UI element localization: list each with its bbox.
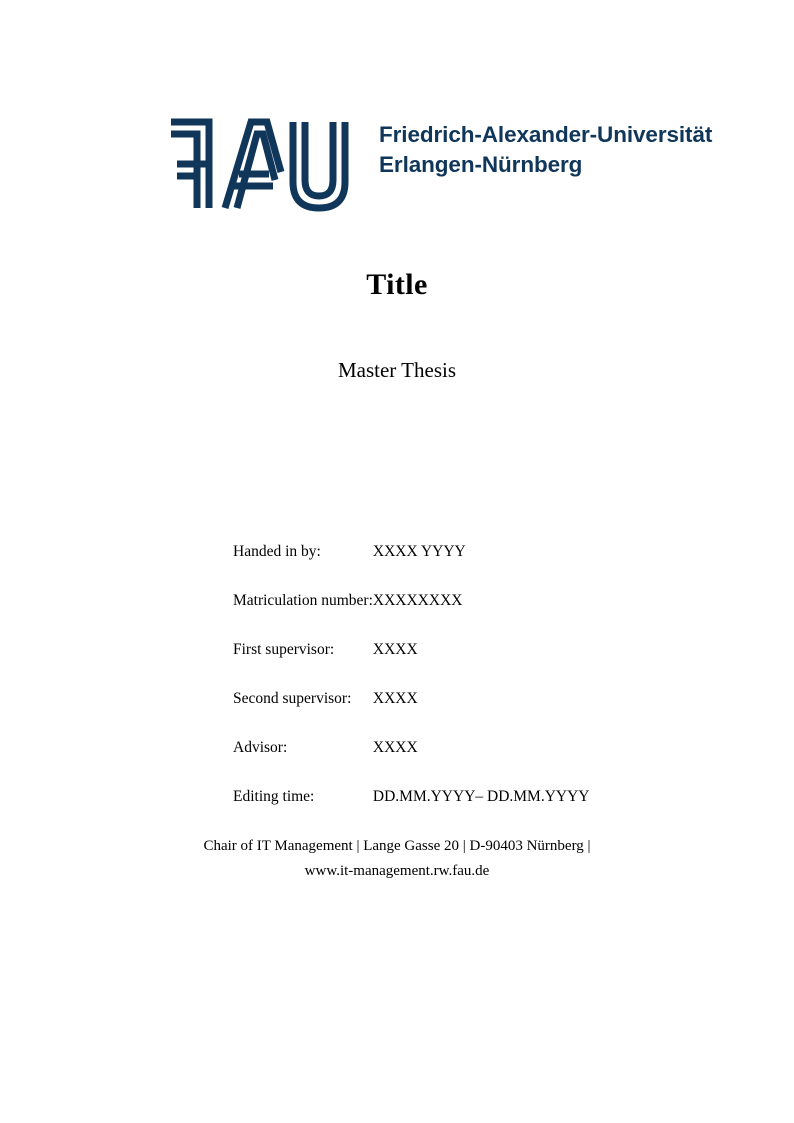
page-title: Title xyxy=(366,268,428,301)
meta-value: DD.MM.YYYY– DD.MM.YYYY xyxy=(372,788,590,805)
meta-value: XXXX YYYY xyxy=(372,543,466,560)
table-row xyxy=(233,641,589,690)
table-row xyxy=(233,739,589,788)
meta-label: First supervisor: xyxy=(233,641,335,658)
table-row xyxy=(233,690,589,739)
fau-logo-icon xyxy=(163,112,363,212)
meta-value: XXXXXXXX xyxy=(372,592,463,609)
university-logo xyxy=(163,112,712,212)
university-wordmark xyxy=(379,112,712,179)
thesis-metadata-table xyxy=(233,543,589,806)
table-row xyxy=(233,592,589,641)
meta-value: XXXX xyxy=(372,739,418,756)
meta-label: Advisor: xyxy=(233,739,288,756)
table-row xyxy=(233,788,589,806)
meta-label: Handed in by: xyxy=(233,543,321,560)
table-row xyxy=(233,543,589,592)
meta-label: Editing time: xyxy=(233,788,315,805)
meta-label: Second supervisor: xyxy=(233,690,352,707)
wordmark-line-2: Erlangen-Nürnberg xyxy=(379,151,583,177)
footer-line-1: Chair of IT Management | Lange Gasse 20 | D-90403 Nürnberg | xyxy=(203,838,591,854)
department-footer xyxy=(120,834,674,884)
document-type: Master Thesis xyxy=(337,358,456,382)
meta-value: XXXX xyxy=(372,690,418,707)
meta-value: XXXX xyxy=(372,641,418,658)
footer-line-2: www.it-management.rw.fau.de xyxy=(304,862,490,879)
wordmark-line-1: Friedrich-Alexander-Universität xyxy=(379,122,713,147)
meta-label: Matriculation number: xyxy=(233,592,373,609)
